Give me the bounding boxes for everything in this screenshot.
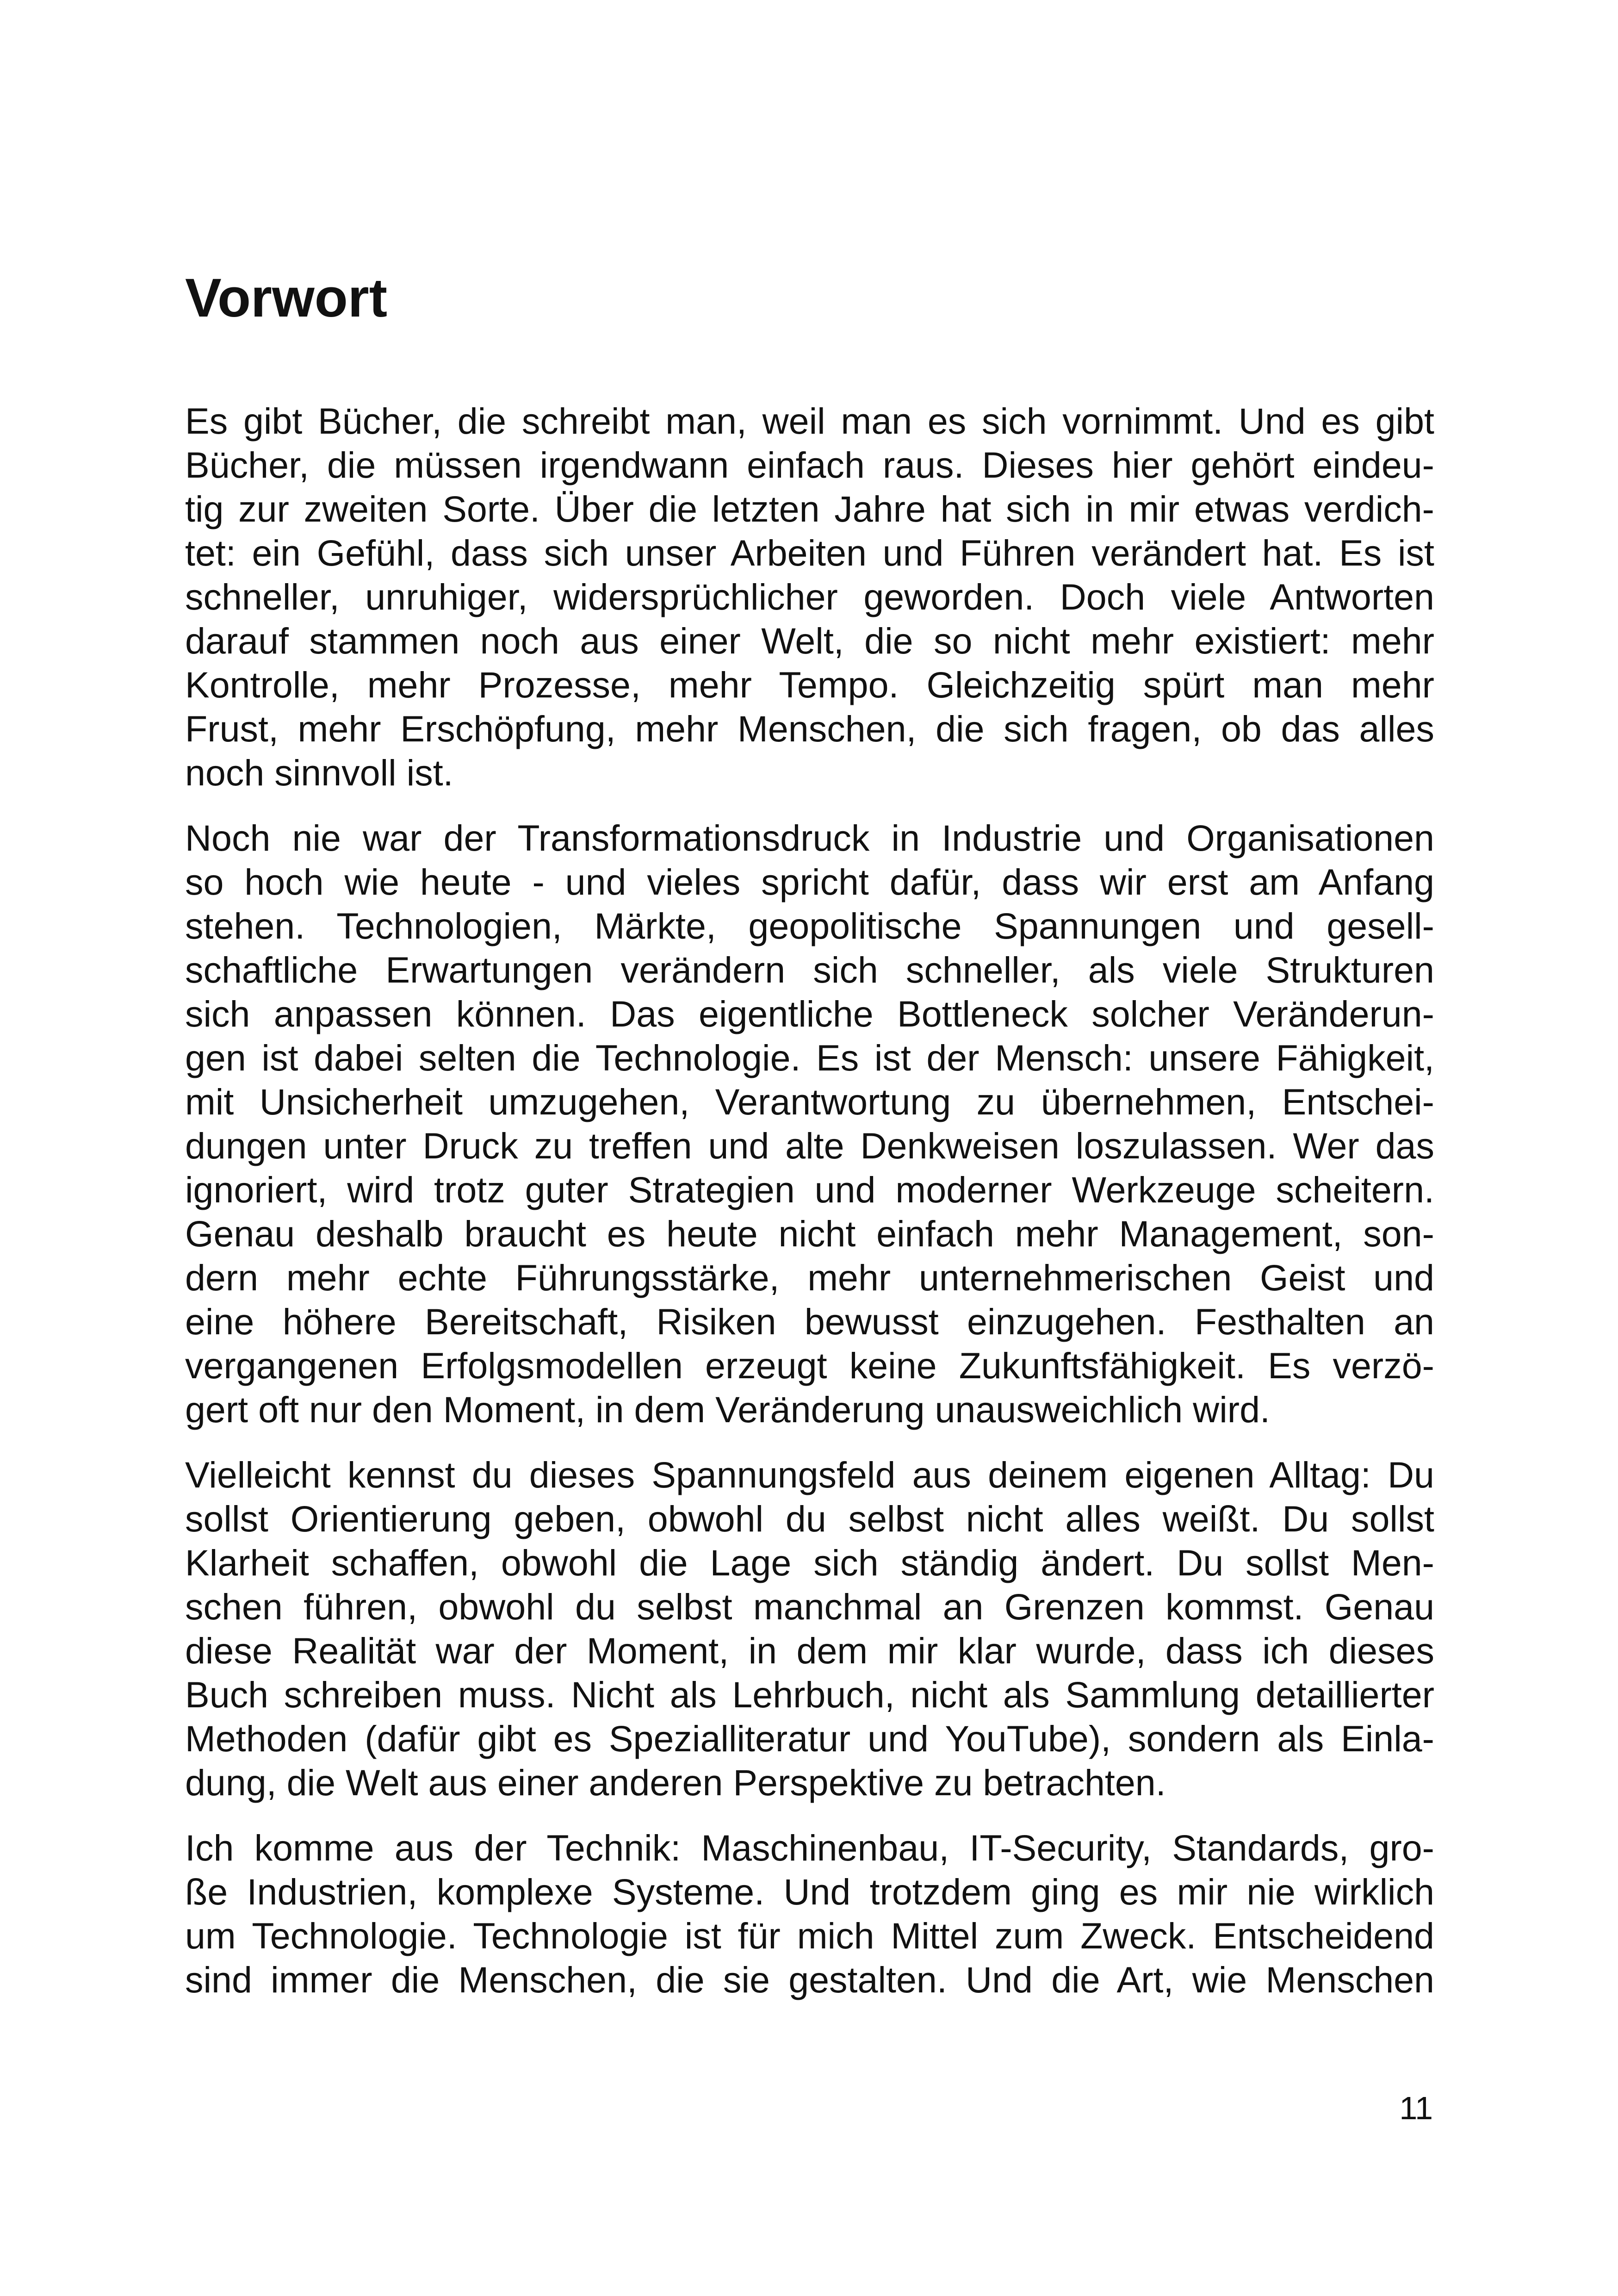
text-line: gert oft nur den Moment, in dem Veränderung unausweichlich wird. xyxy=(185,1389,1270,1430)
text-line: vergangenen Erfolgsmodellen erzeugt keine Zukunftsfähigkeit. Es verzö- xyxy=(185,1345,1434,1386)
text-line: Frust, mehr Erschöpfung, mehr Menschen, die sich fragen, ob das alles xyxy=(185,708,1434,749)
page-number: 11 xyxy=(1399,2090,1433,2126)
text-line: dern mehr echte Führungsstärke, mehr unternehmerischen Geist und xyxy=(185,1257,1434,1298)
text-line: sollst Orientierung geben, obwohl du selbst nicht alles weißt. Du sollst xyxy=(185,1498,1434,1539)
text-line: noch sinnvoll ist. xyxy=(185,752,453,793)
text-line: gen ist dabei selten die Technologie. Es ist der Mensch: unsere Fähigkeit, xyxy=(185,1037,1434,1078)
text-line: Es gibt Bücher, die schreibt man, weil man es sich vornimmt. Und es gibt xyxy=(185,400,1434,442)
paragraph-1 xyxy=(185,399,1434,795)
text-line: Buch schreiben muss. Nicht als Lehrbuch, nicht als Sammlung detaillierter xyxy=(185,1674,1434,1715)
text-line: so hoch wie heute - und vieles spricht dafür, dass wir erst am Anfang xyxy=(185,861,1434,902)
body-text xyxy=(185,399,1434,2023)
text-line: tet: ein Gefühl, dass sich unser Arbeiten und Führen verändert hat. Es ist xyxy=(185,532,1434,573)
text-line: Genau deshalb braucht es heute nicht einfach mehr Management, son- xyxy=(185,1213,1434,1254)
text-line: dung, die Welt aus einer anderen Perspektive zu betrachten. xyxy=(185,1762,1166,1803)
text-line: ße Industrien, komplexe Systeme. Und trotzdem ging es mir nie wirklich xyxy=(185,1871,1434,1912)
text-line: diese Realität war der Moment, in dem mir klar wurde, dass ich dieses xyxy=(185,1630,1434,1671)
text-line: Bücher, die müssen irgendwann einfach raus. Dieses hier gehört eindeu- xyxy=(185,444,1434,485)
text-line: mit Unsicherheit umzugehen, Verantwortung zu übernehmen, Entschei- xyxy=(185,1081,1434,1122)
paragraph-4 xyxy=(185,1826,1434,2002)
paragraph-3 xyxy=(185,1453,1434,1804)
text-line: schaftliche Erwartungen verändern sich schneller, als viele Strukturen xyxy=(185,949,1434,990)
text-line: schen führen, obwohl du selbst manchmal an Grenzen kommst. Genau xyxy=(185,1586,1434,1627)
text-line: Kontrolle, mehr Prozesse, mehr Tempo. Gleichzeitig spürt man mehr xyxy=(185,664,1434,705)
text-line: Noch nie war der Transformationsdruck in Industrie und Organisationen xyxy=(185,817,1434,859)
chapter-heading: Vorwort xyxy=(185,268,388,329)
text-line: sind immer die Menschen, die sie gestalten. Und die Art, wie Menschen xyxy=(185,1959,1434,2000)
text-line: Klarheit schaffen, obwohl die Lage sich ständig ändert. Du sollst Men- xyxy=(185,1542,1434,1583)
text-line: schneller, unruhiger, widersprüchlicher geworden. Doch viele Antworten xyxy=(185,576,1434,617)
text-line: darauf stammen noch aus einer Welt, die so nicht mehr existiert: mehr xyxy=(185,620,1434,661)
text-line: eine höhere Bereitschaft, Risiken bewusst einzugehen. Festhalten an xyxy=(185,1301,1434,1342)
text-line: stehen. Technologien, Märkte, geopolitische Spannungen und gesell- xyxy=(185,905,1434,946)
text-line: Methoden (dafür gibt es Spezialliteratur und YouTube), sondern als Einla- xyxy=(185,1718,1434,1759)
text-line: tig zur zweiten Sorte. Über die letzten Jahre hat sich in mir etwas verdich- xyxy=(185,488,1434,529)
paragraph-2 xyxy=(185,816,1434,1431)
text-line: sich anpassen können. Das eigentliche Bottleneck solcher Veränderun- xyxy=(185,993,1434,1034)
text-line: dungen unter Druck zu treffen und alte Denkweisen loszulassen. Wer das xyxy=(185,1125,1434,1166)
text-line: Ich komme aus der Technik: Maschinenbau, IT-Security, Standards, gro- xyxy=(185,1827,1434,1868)
text-line: um Technologie. Technologie ist für mich Mittel zum Zweck. Entscheidend xyxy=(185,1915,1434,1956)
text-line: Vielleicht kennst du dieses Spannungsfeld aus deinem eigenen Alltag: Du xyxy=(185,1454,1434,1495)
text-line: ignoriert, wird trotz guter Strategien und moderner Werkzeuge scheitern. xyxy=(185,1169,1434,1210)
